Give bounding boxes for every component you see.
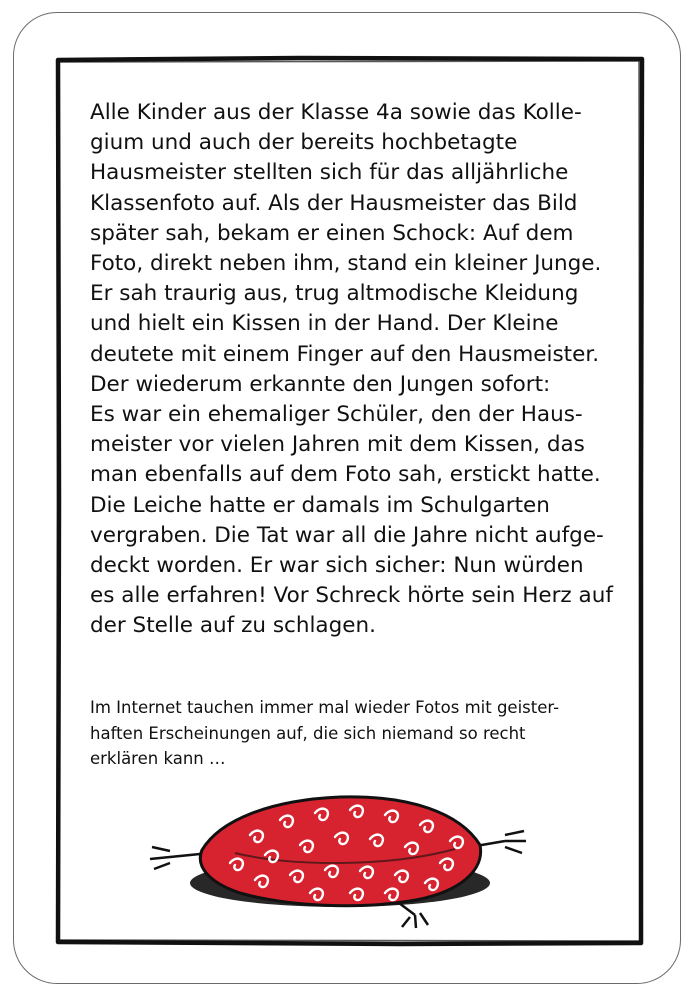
story-line: Der wiederum erkannte den Jungen sofort: [90,371,551,397]
story-line: man ebenfalls auf dem Foto sah, erstickt hatte. [90,462,601,488]
story-text [90,98,630,642]
footnote-text [90,695,630,772]
story-line: gium und auch der bereits hochbetagte [90,130,518,156]
story-line: Die Leiche hatte er damals im Schulgarten [90,492,550,518]
footnote-line: haften Erscheinungen auf, die sich niemand so recht [90,723,526,743]
story-line: der Stelle auf zu schlagen. [90,613,376,639]
footnote-line: Im Internet tauchen immer mal wieder Fotos mit geister- [90,698,560,717]
story-line: es alle erfahren! Vor Schreck hörte sein Herz auf [90,583,613,609]
story-line: Alle Kinder aus der Klasse 4a sowie das Kolle- [90,100,582,125]
story-line: Hausmeister stellten sich für das alljährliche [90,160,569,186]
story-line: und hielt ein Kissen in der Hand. Der Kleine [90,311,559,337]
footnote-line: erklären kann … [90,749,226,768]
story-line: vergraben. Die Tat war all die Jahre nicht aufge- [90,522,604,548]
story-line: später sah, bekam er einen Schock: Auf dem [90,220,574,246]
story-line: meister vor vielen Jahren mit dem Kissen, das [90,432,585,458]
story-line: Foto, direkt neben ihm, stand ein kleiner Junge. [90,251,602,277]
story-line: Er sah traurig aus, trug altmodische Kleidung [90,281,579,307]
story-line: deckt worden. Er war sich sicher: Nun würden [90,553,584,579]
story-line: Es war ein ehemaliger Schüler, den der Haus- [90,402,583,428]
story-line: deutete mit einem Finger auf den Hausmeister. [90,341,600,367]
story-line: Klassenfoto auf. Als der Hausmeister das Bild [90,190,578,216]
red-pillow-icon [140,775,540,935]
